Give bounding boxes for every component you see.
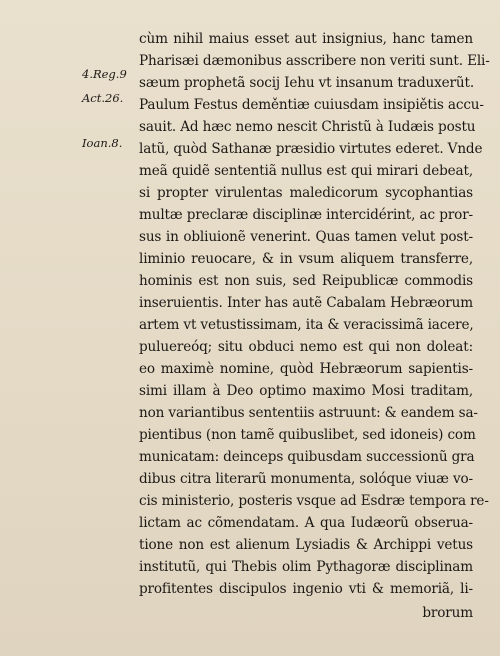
text-line: puluereóq; situ obduci nemo est qui non doleat: (139, 339, 473, 355)
text-line: cùm nihil maius esset aut insignius, hanc tamen (139, 31, 473, 47)
text-line: meã quidẽ sententiã nullus est qui mirari debeat, (139, 163, 473, 179)
text-line: sus in obliuionẽ venerint. Quas tamen velut post- (139, 229, 473, 245)
catchword: brorum (422, 605, 473, 621)
text-line: artem vt vetustissimam, ita & veracissimã iacere, (139, 317, 474, 333)
text-line: cis ministerio, posteris vsque ad Esdræ tempora re- (139, 493, 489, 509)
text-line: simi illam à Deo optimo maximo Mosi traditam, (139, 383, 473, 399)
text-line: latũ, quòd Sathanæ præsidio virtutes ederet. Vnde (139, 141, 483, 157)
text-line: institutũ, qui Thebis olim Pythagoræ disciplinam (139, 559, 473, 575)
text-line: Pharisæi dæmonibus asscribere non veriti sunt. Eli- (139, 53, 490, 69)
text-line: pientibus (non tamẽ quibuslibet, sed idoneis) com (139, 427, 476, 443)
text-line: si propter virulentas maledicorum sycophantias (139, 185, 473, 201)
text-line: inseruientis. Inter has autẽ Cabalam Hebræorum (139, 295, 473, 311)
margin-note: Ioan.8. (82, 136, 123, 150)
text-line: tione non est alienum Lysiadis & Archippi vetus (139, 537, 473, 553)
text-line: eo maximè nomine, quòd Hebræorum sapientis- (139, 361, 473, 377)
text-line: sauit. Ad hæc nemo nescit Christũ à Iudæis postu (139, 119, 476, 135)
text-line: sæum prophetã socij Iehu vt insanum traduxerũt. (139, 75, 474, 91)
text-line: multæ preclaræ disciplinæ intercidérint, ac pror- (139, 207, 473, 223)
text-line: lictam ac cõmendatam. A qua Iudæorũ obserua- (139, 515, 473, 531)
margin-note: Act.26. (82, 91, 124, 105)
text-line: non variantibus sententiis astruunt: & eandem sa- (139, 405, 478, 421)
margin-note: 4.Reg.9 (82, 67, 127, 81)
text-line: municatam: deinceps quibusdam successionũ gra (139, 449, 475, 465)
text-line: liminio reuocare, & in vsum aliquem transferre, (139, 251, 473, 267)
text-line: hominis est non suis, sed Reipublicæ commodis (139, 273, 473, 289)
text-line: Paulum Festus deměntiæ cuiusdam insipiětis accu- (139, 97, 484, 113)
text-line: dibus citra literarũ monumenta, solóque viuæ vo- (139, 471, 473, 487)
text-line: profitentes discipulos ingenio vti & memoriã, li- (139, 581, 473, 597)
